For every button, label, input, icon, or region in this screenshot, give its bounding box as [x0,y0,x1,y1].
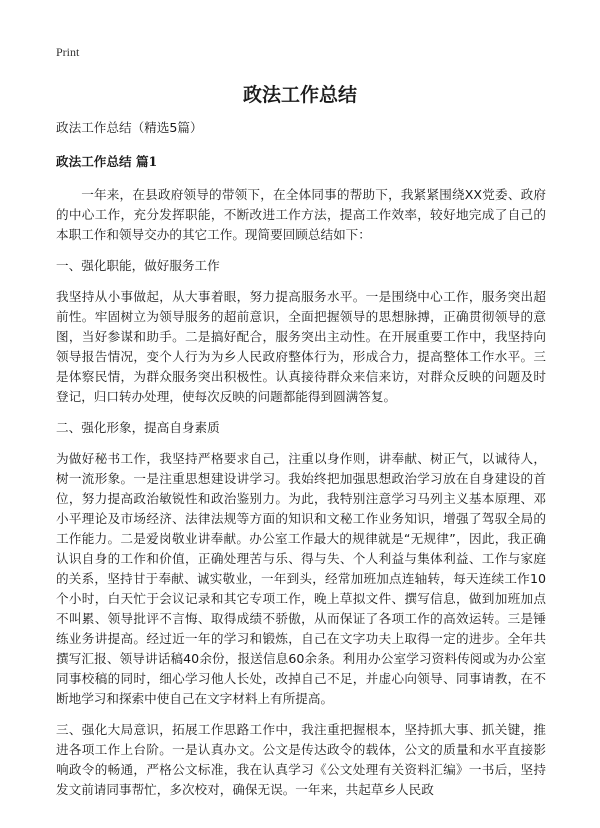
section-heading-2: 二、强化形象，提高自身素质 [56,420,220,435]
document-title: 政法工作总结 [242,84,357,106]
document-body [56,118,546,800]
section-heading-1: 一、强化职能，做好服务工作 [56,258,220,273]
article-heading: 政法工作总结 篇1 [56,154,158,169]
document-subtitle: 政法工作总结（精选5篇） [56,120,203,135]
section-1-paragraph: 我坚持从小事做起，从大事着眼，努力提高服务水平。一是围绕中心工作，服务突出超前性。牢固树立为领导服务的超前意识，全面把握领导的思想脉搏，正确贯彻领导的意图，当好参谋和助手。二是搞好配合，服务突出主动性。在开展重要工作中，我坚持向领导报告情况，变个人行为为乡人民政府整体行为，形成合力，提高整体工作水平。三是体察民情，为群众服务突出积极性。认真接待群众来信来访，对群众反映的问题及时登记，归口转办处理，使每次反映的问题都能得到圆满答复。 [56,289,546,404]
intro-paragraph: 一年来，在县政府领导的带领下，在全体同事的帮助下，我紧紧围绕XX党委、政府的中心工作，充分发挥职能，不断改进工作方法，提高工作效率，较好地完成了自己的本职工作和领导交办的其它工作。现简要回顾总结如下： [56,187,546,242]
section-3-paragraph: 三、强化大局意识，拓展工作思路工作中，我注重把握根本，坚持抓大事、抓关键，推进各项工作上台阶。一是认真办文。公文是传达政令的载体，公文的质量和水平直接影响政令的畅通，严格公文标准，我在认真学习《公文处理有关资料汇编》一书后，坚持发文前请同事帮忙，多次校对，确保无误。一年来，共起草乡人民政 [56,722,546,797]
section-2-paragraph: 为做好秘书工作，我坚持严格要求自己，注重以身作则，讲奉献、树正气，以诚待人，树一流形象。一是注重思想建设讲学习。我始终把加强思想政治学习放在自身建设的首位，努力提高政治敏锐性和政治鉴别力。为此，我特别注意学习马列主义基本原理、邓小平理论及市场经济、法律法规等方面的知识和文秘工作业务知识，增强了驾驭全局的工作能力。二是爱岗敬业讲奉献。办公室工作最大的规律就是“无规律”，因此，我正确认识自身的工作和价值，正确处理苦与乐、得与失、个人利益与集体利益、工作与家庭的关系，坚持甘于奉献、诚实敬业，一年到头，经常加班加点连轴转，每天连续工作10个小时，白天忙于会议记录和其它专项工作，晚上草拟文件、撰写信息，做到加班加点不叫累、领导批评不言悔、取得成绩不骄傲，从而保证了各项工作的高效运转。三是锤练业务讲提高。经过近一年的学习和锻炼，自己在文字功夫上取得一定的进步。全年共撰写汇报、领导讲话稿40余份，报送信息60余条。利用办公室学习资料传阅或为办公室同事校稿的同时，细心学习他人长处，改掉自己不足，并虚心向领导、同事请教，在不断地学习和探索中使自己在文字材料上有所提高。 [56,451,546,706]
print-link[interactable]: Print [56,45,80,59]
